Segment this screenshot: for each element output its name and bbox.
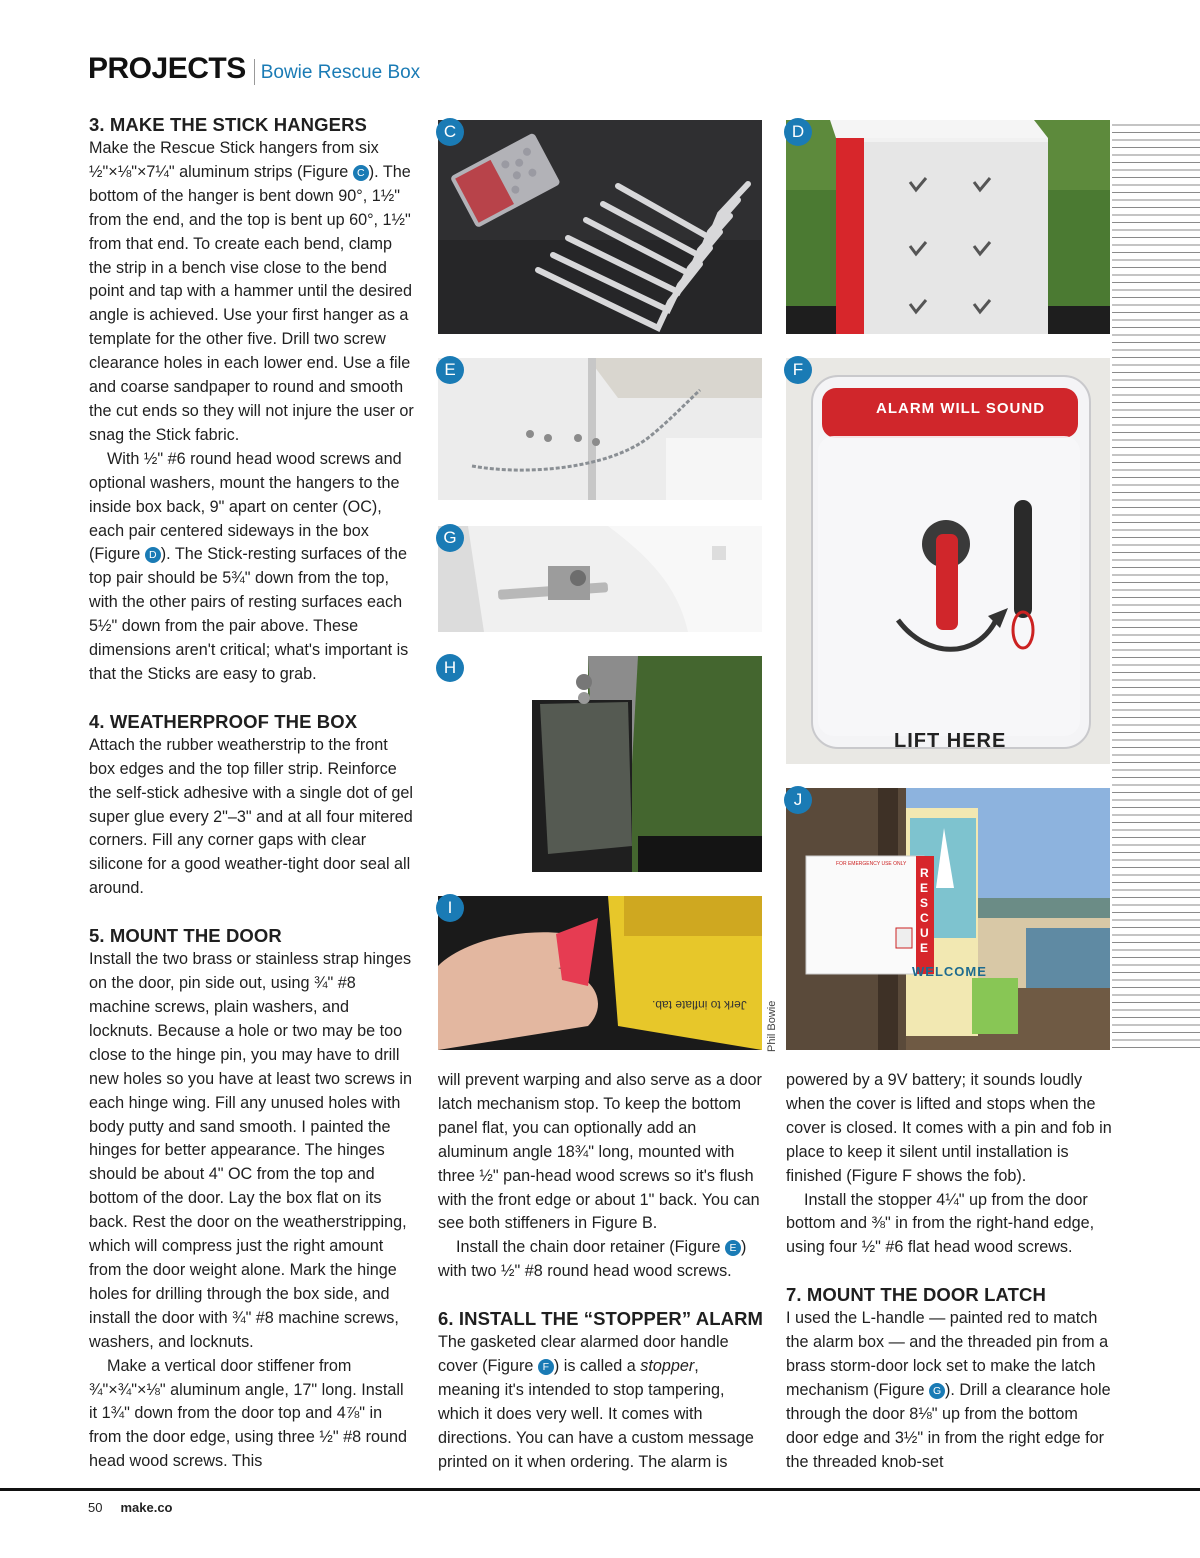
section-heading-mount-door: 5. MOUNT THE DOOR: [89, 925, 282, 947]
page-number: 50: [88, 1500, 103, 1515]
figure-label-badge: C: [436, 118, 464, 146]
paragraph: will prevent warping and also serve as a door latch mechanism stop. To keep the bottom panel flat, you can optionally add an aluminum angle 18¾" long, mounted with three ½" pan-head wood screws so it's flush with the front edge or about 1" back. You can see both stiffeners in Figure B.: [438, 1071, 762, 1233]
inflate-tab-text: Jerk to inflate tab.: [652, 998, 747, 1012]
figure-h-photo: [438, 656, 762, 872]
margin-stripes: [1112, 118, 1200, 1052]
figure-ref-badge[interactable]: D: [145, 547, 161, 563]
paragraph: With ½" #6 round head wood screws and optional washers, mount the hangers to the inside box back, 9" apart on center (OC), each pair centered sideways in the box (Figure D ). The Stick-resting surfaces of the top pair should be 5¾" down from the top, with the other pairs of resting surfaces each 5½" down from the pair above. These dimensions aren't critical; what's important is that the Sticks are easy to grab.: [89, 449, 409, 683]
welcome-sign-text: WELCOME: [912, 964, 987, 979]
figure-i-photo: [438, 896, 762, 1050]
paragraph: powered by a 9V battery; it sounds loudly when the cover is lifted and stops when the cover is closed. It comes with a pin and fob in place to keep it silent until installation is finished (Figure F shows the fob).: [786, 1071, 1112, 1185]
paragraph: Attach the rubber weatherstrip to the front box edges and the top filler strip. Reinforce the self-stick adhesive with a single dot of gel super glue every 2"–3" and at all four mitered corners. Fill any corner gaps with clear silicone for a good weather-tight door seal all around.: [89, 735, 413, 898]
figure-ref-badge[interactable]: G: [929, 1383, 945, 1399]
figure-ref-badge[interactable]: F: [538, 1359, 554, 1375]
stopper-alarm-illustration: [786, 358, 1110, 764]
paragraph: I used the L-handle — painted red to match the alarm box — and the threaded pin from a brass storm-door lock set to make the latch mechanism (Figure G ). Drill a clearance hole through the door 8⅛" up from the bottom door edge and 3½" in from the right edge for the threaded knob-set: [786, 1309, 1111, 1471]
hangers-illustration: [438, 120, 762, 334]
pull-tab-illustration: [438, 896, 762, 1050]
photo-credit: Phil Bowie: [766, 1000, 778, 1052]
door-latch-illustration: [438, 526, 762, 632]
installed-box-illustration: [786, 788, 1110, 1050]
figure-g-photo: [438, 526, 762, 632]
figure-label-badge: F: [784, 356, 812, 384]
text-column-1: [89, 113, 415, 1474]
paragraph: The gasketed clear alarmed door handle cover (Figure F ) is called a stopper, meaning it's intended to stop tampering, which it does very well. It comes with directions. You can have a custom message printed on it when ordering. The alarm is: [438, 1333, 754, 1471]
page-footer: [88, 1500, 173, 1515]
chain-retainer-illustration: [438, 358, 762, 500]
figure-label-badge: J: [784, 786, 812, 814]
sign-top-text: FOR EMERGENCY USE ONLY: [836, 861, 907, 867]
figure-ref-badge[interactable]: C: [353, 165, 369, 181]
paragraph: Make the Rescue Stick hangers from six ½"×⅛"×7¼" aluminum strips (Figure C ). The bottom of the hanger is bent down 90°, 1½" from the end, and the top is bent up 60°, 1½" from that end. To create each bend, clamp the strip in a bench vise close to the bend point and tap with a hammer until the desired angle is achieved. Use your first hanger as a template for the other five. Drill two screw clearance holes in each lower end. Use a file and coarse sandpaper to round and smooth the cut ends so they will not injure the user or snag the Stick fabric.: [89, 139, 414, 444]
text-column-3: [786, 1069, 1112, 1475]
hanger-detail-illustration: [438, 656, 762, 872]
figure-label-badge: D: [784, 118, 812, 146]
section-heading-weatherproof: 4. WEATHERPROOF THE BOX: [89, 710, 358, 732]
section-heading-stick-hangers: 3. MAKE THE STICK HANGERS: [89, 114, 367, 135]
figure-c-photo: [438, 120, 762, 334]
figure-e-photo: [438, 358, 762, 500]
alarm-label-text: ALARM WILL SOUND: [876, 400, 1046, 417]
page-header: [88, 52, 420, 92]
figure-f-photo: [786, 358, 1110, 764]
section-heading-stopper-alarm: 6. INSTALL THE “STOPPER” ALARM: [438, 1308, 764, 1330]
text-column-2: [438, 1069, 764, 1475]
article-title: Bowie Rescue Box: [260, 62, 421, 83]
figure-label-badge: E: [436, 356, 464, 384]
box-interior-illustration: [786, 120, 1110, 334]
paragraph: Install the two brass or stainless strap hinges on the door, pin side out, using ¾" #8 machine screws, plain washers, and locknuts. Because a hole or two may be too close to the hinge pin, you may have to drill new holes so you have at least two screws in each hinge wing. Fill any unused holes with body putty and sand smooth. I painted the hinges for better appearance. The hinges should be about 4" OC from the top and bottom of the door. Lay the box flat on its back. Rest the door on the weatherstripping, which will compress just the right amount from the door weight alone. Mark the hinge holes for drilling through the box side, and install the door with ¾" #8 machine screws, washers, and locknuts.: [89, 950, 413, 1351]
section-title: PROJECTS: [88, 52, 246, 85]
footer-rule: [0, 1488, 1200, 1491]
figure-ref-badge[interactable]: E: [725, 1240, 741, 1256]
paragraph: Install the stopper 4¼" up from the door bottom and ⅜" in from the right-hand edge, using four ½" #6 flat head wood screws.: [786, 1190, 1095, 1257]
rescue-sign-text: RESCUE: [920, 866, 929, 955]
figure-label-badge: G: [436, 524, 464, 552]
figure-j-photo: [786, 788, 1110, 1050]
lift-here-text: LIFT HERE: [894, 730, 1007, 752]
site-url[interactable]: make.co: [120, 1500, 173, 1515]
figure-d-photo: [786, 120, 1110, 334]
paragraph: Install the chain door retainer (Figure E ) with two ½" #8 round head wood screws.: [438, 1238, 747, 1281]
paragraph: Make a vertical door stiffener from ¾"×¾"×⅛" aluminum angle, 17" long. Install it 1¾" down from the door top and 4⅞" in from the door edge, using three ½" #8 round head wood screws. This: [89, 1356, 408, 1471]
header-divider: [254, 59, 255, 85]
section-heading-door-latch: 7. MOUNT THE DOOR LATCH: [786, 1284, 1046, 1306]
figure-label-badge: H: [436, 654, 464, 682]
figure-label-badge: I: [436, 894, 464, 922]
